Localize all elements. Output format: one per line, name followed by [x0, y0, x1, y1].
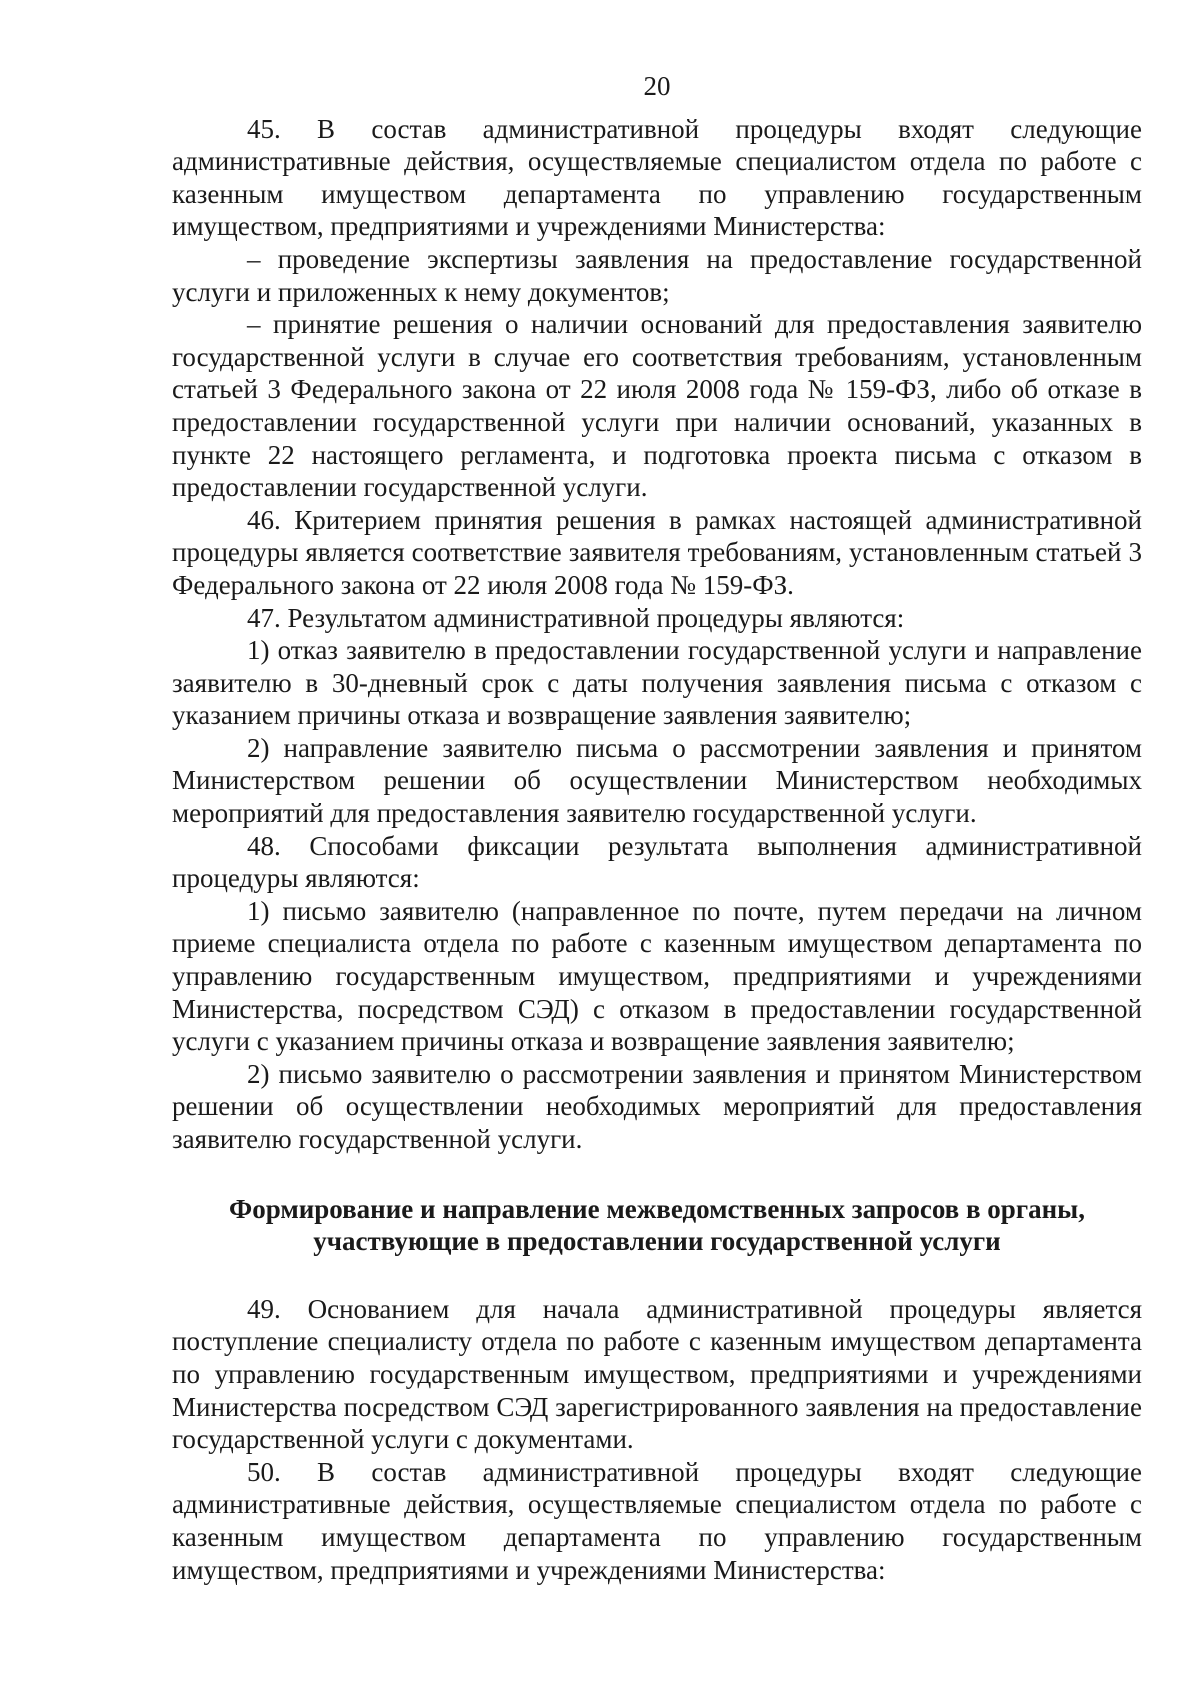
paragraph-50: 50. В состав административной процедуры входят следующие административные действия, осуществляемые специалистом отдела по работе с казенным имуществом департамента по управлению государственным имуществом, предприятиями и учреждениями Министерства:	[172, 1456, 1142, 1585]
section-heading	[172, 1193, 1142, 1258]
paragraph-45: 45. В состав административной процедуры входят следующие административные действия, осуществляемые специалистом отдела по работе с казенным имуществом департамента по управлению государственным имуществом, предприятиями и учреждениями Министерства:	[172, 113, 1142, 242]
paragraph-47-item-2: 2) направление заявителю письма о рассмотрении заявления и принятом Министерством решении об осуществлении Министерством необходимых мероприятий для предоставления заявителю государственной услуги.	[172, 732, 1142, 829]
paragraph-48-item-2: 2) письмо заявителю о рассмотрении заявления и принятом Министерством решении об осуществлении необходимых мероприятий для предоставления заявителю государственной услуги.	[172, 1058, 1142, 1154]
paragraph-46: 46. Критерием принятия решения в рамках настоящей административной процедуры является соответствие заявителя требованиям, установленным статьей 3 Федерального закона от 22 июля 2008 года № 159-ФЗ.	[172, 504, 1142, 600]
list-item-expertise: – проведение экспертизы заявления на предоставление государственной услуги и приложенных к нему документов;	[172, 243, 1142, 307]
paragraph-47: 47. Результатом административной процедуры являются:	[247, 602, 905, 633]
paragraph-47-item-1: 1) отказ заявителю в предоставлении государственной услуги и направление заявителю в 30-дневный срок с даты получения заявления письма с отказом с указанием причины отказа и возвращение заявления заявителю;	[172, 635, 1142, 731]
section-heading-line-2: участвующие в предоставлении государственной услуги	[313, 1226, 1001, 1257]
document-page	[172, 70, 1142, 1586]
paragraph-48: 48. Способами фиксации результата выполнения административной процедуры являются:	[172, 830, 1142, 894]
paragraph-48-item-1: 1) письмо заявителю (направленное по почте, путем передачи на личном приеме специалиста отдела по работе с казенным имуществом департамента по управлению государственным имуществом, предприятиями и учреждениями Министерства, посредством СЭД) с отказом в предоставлении государственной услуги с указанием причины отказа и возвращение заявления заявителю;	[172, 895, 1142, 1057]
section-heading-line-1: Формирование и направление межведомственных запросов в органы,	[229, 1193, 1085, 1224]
page-number: 20	[643, 71, 671, 101]
list-item-decision: – принятие решения о наличии оснований для предоставления заявителю государственной услуги в случае его соответствия требованиям, установленным статьей 3 Федерального закона от 22 июля 2008 года № 159-ФЗ, либо об отказе в предоставлении государственной услуги при наличии оснований, указанных в пункте 22 настоящего регламента, и подготовка проекта письма с отказом в предоставлении государственной услуги.	[172, 309, 1142, 503]
paragraph-49: 49. Основанием для начала административной процедуры является поступление специалисту отдела по работе с казенным имуществом департамента по управлению государственным имуществом, предприятиями и учреждениями Министерства посредством СЭД зарегистрированного заявления на предоставление государственной услуги с документами.	[172, 1293, 1142, 1455]
